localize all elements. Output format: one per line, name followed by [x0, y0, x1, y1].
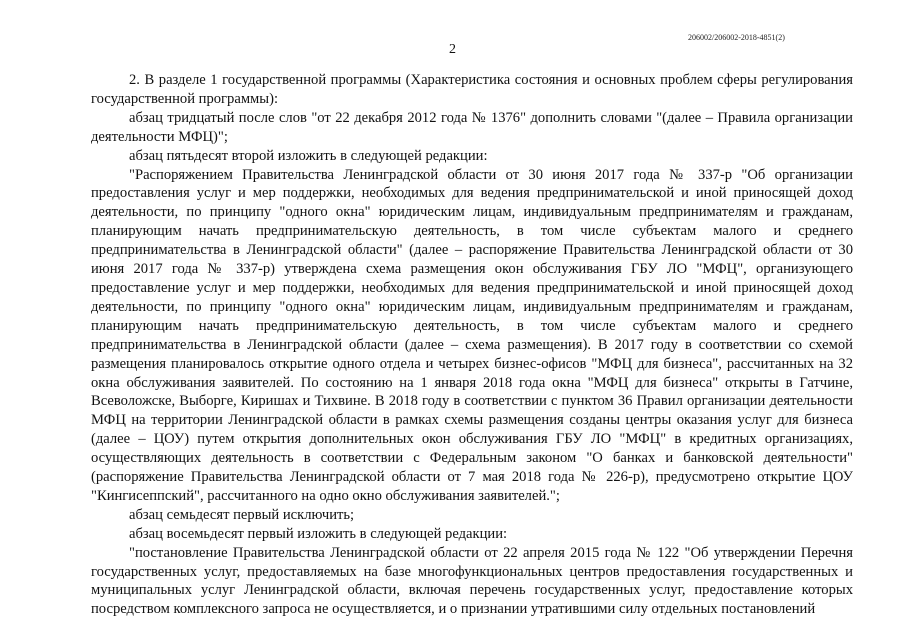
document-body	[91, 71, 853, 619]
page-number: 2	[449, 42, 456, 57]
document-id: 206002/206002-2018-4851(2)	[688, 33, 785, 42]
paragraph-seventy-first-exclusion: абзац семьдесят первый исключить;	[129, 506, 355, 523]
paragraph-eighty-first-text: "постановление Правительства Ленинградской области от 22 апреля 2015 года № 122 "Об утверждении Перечня государственных услуг, предоставляемых на базе многофункциональных центров предоставления государственных и муниципальных услуг Ленинградской области, включая перечень государственных услуг, предоставление которых посредством комплексного запроса не осуществляется, и о признании утратившими силу отдельных постановлений	[91, 544, 853, 618]
paragraph-eighty-first-intro: абзац восемьдесят первый изложить в следующей редакции:	[129, 525, 508, 542]
paragraph-fifty-second-text: "Распоряжением Правительства Ленинградской области от 30 июня 2017 года № 337-р "Об организации предоставления услуг и мер поддержки, необходимых для ведения предпринимательской и иной приносящей доход деятельности, по принципу "одного окна" юридическим лицам, индивидуальным предпринимателям и гражданам, планирующим начать предпринимательскую деятельность, в том числе субъектам малого и среднего предпринимательства в Ленинградской области" (далее – распоряжение Правительства Ленинградской области от 30 июня 2017 года № 337-р) утверждена схема размещения окон обслуживания ГБУ ЛО "МФЦ", организующего предоставление услуг и мер поддержки, необходимых для ведения предпринимательской и иной приносящей доход деятельности, по принципу "одного окна" юридическим лицам, индивидуальным предпринимателям и гражданам, планирующим начать предпринимательскую деятельность, в том числе субъектам малого и среднего предпринимательства в Ленинградской области (далее – схема размещения). В 2017 году в соответствии со схемой размещения планировалось открытие одного отдела и четырех бизнес-офисов "МФЦ для бизнеса", рассчитанных на 32 окна обслуживания заявителей. По состоянию на 1 января 2018 года окна "МФЦ для бизнеса" открыты в Гатчине, Всеволожске, Выборге, Киришах и Тихвине. В 2018 году в соответствии с пунктом 36 Правил организации деятельности МФЦ на территории Ленинградской области в рамках схемы размещения созданы центры оказания услуг для бизнеса (далее – ЦОУ) путем открытия дополнительных окон обслуживания ГБУ ЛО "МФЦ" в кредитных организациях, осуществляющих деятельность в соответствии с Федеральным законом "О банках и банковской деятельности" (распоряжение Правительства Ленинградской области от 7 мая 2018 года № 226-р), предусмотрено открытие ЦОУ "Кингисеппский", рассчитанного на одно окно обслуживания заявителей.";	[91, 166, 853, 504]
paragraph-thirtieth-amendment: абзац тридцатый после слов "от 22 декабря 2012 года № 1376" дополнить словами "(далее – Правила организации деятельности МФЦ)";	[91, 109, 853, 145]
paragraph-fifty-second-intro: абзац пятьдесят второй изложить в следующей редакции:	[129, 147, 488, 164]
paragraph-section-amendment: 2. В разделе 1 государственной программы (Характеристика состояния и основных проблем сферы регулирования государственной программы):	[91, 72, 853, 107]
